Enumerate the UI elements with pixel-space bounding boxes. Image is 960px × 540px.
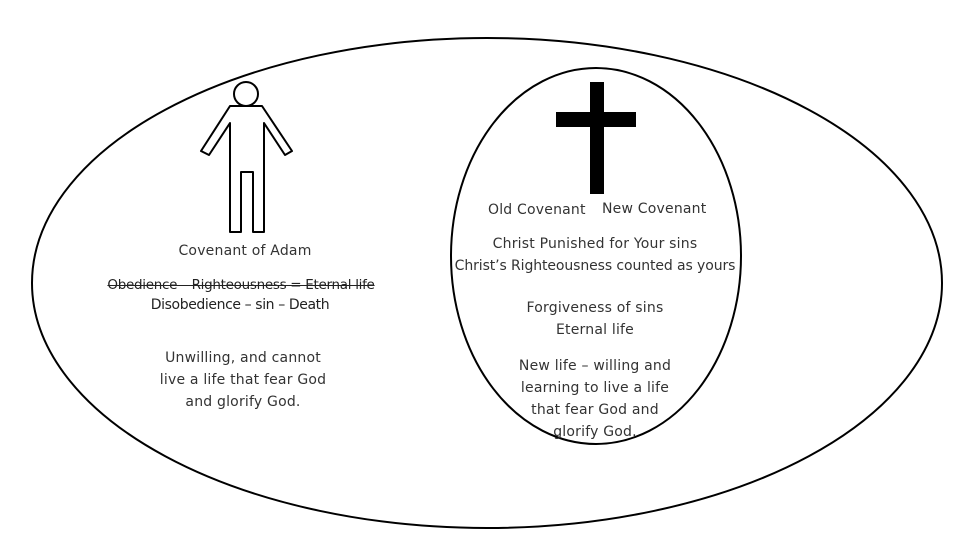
christ-righteousness-line: Christ’s Righteousness counted as yours [454,258,736,274]
eternal-life-line: Eternal life [556,322,634,338]
unwilling-line-3: and glorify God. [185,394,301,410]
forgiveness-line: Forgiveness of sins [526,300,664,316]
unwilling-text [133,347,353,413]
cross-icon [556,82,636,194]
new-covenant-label: New Covenant [602,201,707,217]
covenant-of-adam-title: Covenant of Adam [178,243,312,259]
new-life-line-1: New life – willing and [518,358,672,374]
person-icon [201,82,292,232]
new-life-line-4: glorify God. [553,424,637,440]
new-life-line-3: that fear God and [531,402,659,418]
new-life-text [485,355,705,443]
old-covenant-label: Old Covenant [488,202,586,218]
christ-punished-line: Christ Punished for Your sins [492,236,698,252]
struck-obedience-line: Obedience – Righteousness = Eternal life [107,277,375,293]
disobedience-line: Disobedience – sin – Death [150,297,330,313]
unwilling-line-1: Unwilling, and cannot [165,350,321,366]
new-life-line-2: learning to live a life [520,380,670,396]
unwilling-line-2: live a life that fear God [159,372,327,388]
